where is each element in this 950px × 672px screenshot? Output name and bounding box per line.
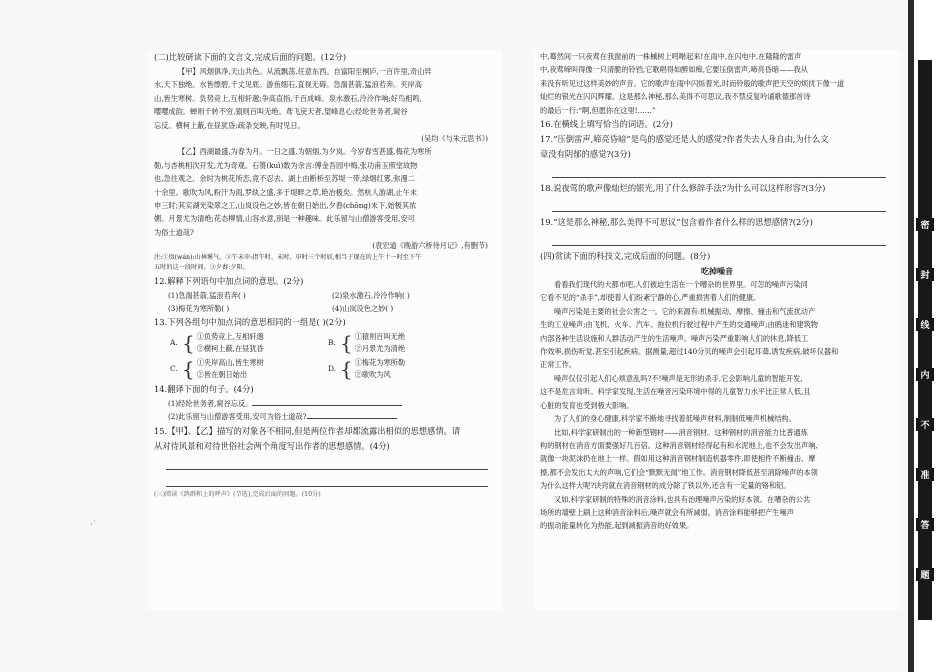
option-line: ②月景尤为清绝	[354, 343, 406, 353]
binding-char: 密	[916, 218, 934, 231]
text-line: 心脏的发育也受到极大影响。	[540, 400, 634, 410]
answer-line[interactable]	[552, 232, 886, 246]
binding-char: 内	[916, 368, 934, 381]
option-line: ①夹岸高山,皆生寒树	[196, 357, 264, 367]
option-letter: C.	[170, 364, 178, 374]
q13-option-c[interactable]	[164, 357, 322, 381]
brace-icon: {	[182, 330, 195, 355]
left-page	[148, 50, 502, 610]
question-15-line: 从对待风景和对待世俗社会两个角度写出作者的思想感情。(4分)	[154, 440, 390, 451]
question-13: 13.下列各组句中加点词的意思相同的一组是( )(2分)	[154, 316, 346, 327]
binding-char: 线	[916, 318, 934, 331]
passage-jia	[154, 65, 496, 145]
section-heading-cut: (三)阅读《鸽群和上的呼声》(节选),完成后面的问题。(10分)	[154, 490, 321, 498]
passage-yi	[154, 145, 496, 252]
section-heading: (四)赏读下面的科技文,完成后面的问题。(8分)	[540, 251, 711, 262]
text-line: 为俗士道哉?	[154, 227, 194, 237]
option-line: ②歌吹为风	[354, 369, 391, 379]
answer-line[interactable]	[166, 473, 488, 487]
option-letter: B.	[328, 338, 336, 348]
answer-blank[interactable]	[252, 397, 402, 406]
text-line: 生的工业噪声;由飞机、火车、汽车、拖拉机行驶过程中产生的交通噪声;由鸥迷和建筑物	[540, 320, 818, 330]
option-line: ①负势竞上,互相轩邈	[196, 331, 264, 341]
binding-char: 题	[916, 568, 934, 581]
option-line: ①梅花为寒所勒	[354, 357, 406, 367]
text-line: 又如,科学家研制的特殊的消音涂料,也具有治理噪声污染的好本领。在嘈杂的公共	[554, 494, 811, 504]
text-line: 【乙】西湖最盛,为春为月。一日之盛,为朝烟,为夕岚。今岁春雪甚盛,梅花为寒所	[178, 147, 432, 157]
text-line: 申三时;其实湖光染翠之工,山岚设色之妙,皆在朝日始出,夕舂(chōng)未下,始极其浓	[154, 201, 417, 211]
brace-icon: {	[182, 356, 195, 381]
section-heading: (二)比较研读下面的文言文,完成后面的问题。(12分)	[154, 52, 347, 62]
binding-char: 答	[916, 518, 934, 531]
binding-char: 不	[916, 418, 934, 431]
option-line: ②横柯上蔽,在昼犹昏	[196, 343, 264, 353]
article-title: 吃掉噪音	[701, 266, 733, 277]
answer-blank[interactable]	[307, 410, 397, 419]
answer-line[interactable]	[552, 164, 886, 178]
text-line: 中,夜莺啼叫得像一只清脆的铃铛,它歌唱得如醉如痴,它要压倒雷声,啼亮昏暗——我从	[540, 65, 808, 75]
source-line: (吴均《与朱元思书》)	[421, 134, 488, 144]
text-line: 这不是危言耸听。科学家发现,生活在噪音污染环境中得的儿童智力水平比正常人低,且	[540, 387, 811, 397]
q13-options-row	[154, 330, 496, 356]
note-line: 注:①岚(wán):山林雾气。②午未申:指午时、未时、申时三个时辰,相当于现在的上午十一时至下午	[154, 253, 422, 261]
text-line: 为了人们的身心健康,科学家不断地寻找着低噪声材料,制制低噪声机械结构。	[554, 414, 796, 424]
question-12: 12.解释下列语句中加点词的意思。(2分)	[154, 275, 304, 286]
text-line: 为什么这样大呢?诀窍就在消音钢材的成分除了铁以外,还含有一定量的铬和铝。	[540, 481, 791, 491]
text-line: 十余里。歌吹为风,粉汗为雨,罗纨之盛,多于堤畔之草,艳冶极矣。然杭人游湖,止午未	[154, 187, 417, 197]
option-line: ②皆在朝日始出	[196, 369, 248, 379]
text-line: 嘤嘤成韵。蝉则千转不穷,猿则百叫无绝。鸢飞戾天者,望峰息心;经纶世务者,窥谷	[154, 107, 408, 117]
text-line: 场所的墙壁上刷上这种消音涂料后,噪声就会有所减弱。消音涂料能够把产生噪声	[540, 507, 794, 517]
right-page	[534, 50, 900, 610]
text-line: 媚。月景尤为清绝;花态柳情,山容水意,别是一种趣味。此乐留与山僧游客受用,安可	[154, 214, 415, 224]
q14-item-1	[154, 397, 496, 410]
binding-edge	[908, 0, 914, 672]
text-line: 山,皆生寒树。负势竞上,互相轩邈;争高直指,千百成峰。泉水激石,泠泠作响;好鸟相鸣,	[154, 93, 422, 103]
q12-item[interactable]: (1)急湍甚箭,猛浪若奔( )	[168, 290, 246, 300]
text-line: 就像一块泥沫扔在地上一样。假如用这种消音钢材制造机器零件,即使相件不断撞击、摩	[540, 454, 816, 464]
text-line: 擦,都不会发出太大的声响,它们会“默默无闻”地工作。消音钢材降低甚至消除噪声的本领	[540, 467, 818, 477]
question-17-line: 17.“压倒雷声,啼亮昏暗”是鸟的感觉还是人的感觉?作者失去人身自由,为什么文	[540, 134, 829, 145]
answer-line[interactable]	[166, 456, 488, 470]
q13-options-row	[154, 356, 496, 382]
q14-sentence: (2)此乐留与山僧游客受用,安可为俗士道哉?	[168, 412, 307, 422]
option-line: ①猿则百叫无绝	[354, 331, 406, 341]
note-line: 五时的这一段时间。③夕舂:夕阳。	[154, 264, 249, 272]
q12-options-row	[154, 289, 496, 302]
text-line: 它看不见的“杀手”,却使着人们纷紊宁静的心,严重损害着人们的健康。	[540, 293, 761, 303]
text-line: 灿烂的银光在闪闪辉耀。这是那么神秘,那么美得不可思议,我不禁反复吟诵歌德那首诗	[540, 92, 811, 102]
question-15-line: 15.【甲】、【乙】描写的对象各不相同,但是两位作者却都流露出相似的思想感情。请	[154, 425, 461, 436]
binding-bar	[918, 60, 932, 620]
text-line: 正常工作。	[540, 360, 576, 370]
q12-item[interactable]: (3)梅花为寒所勒( )	[168, 303, 230, 313]
article-body	[540, 278, 894, 533]
text-line: 作效率,损伤听觉,甚至引起疾病。据测量,超过140分贝的噪声会引起耳聋,诱发疾病,破坏仪器和	[540, 347, 839, 357]
q14-sentence: (1)经纶世务者,窥谷忘反。	[168, 398, 253, 408]
question-19: 19.“这是那么神秘,那么美得不可思议”包含着作者什么样的思想感情?(2分)	[540, 217, 813, 228]
q13-option-a[interactable]	[164, 331, 322, 355]
text-line: 噪声污染是主要的社会公害之一。它的来源有:机械振动、摩擦、撞击和气流扰动产	[554, 306, 816, 316]
q12-item[interactable]: (4)山岚设色之妙( )	[332, 303, 394, 313]
text-line: 看看我们现代的大都市吧,人们被迫生活在一个嘈杂的世界里。可怎的噪声污染同	[554, 280, 808, 290]
binding-strip	[908, 0, 950, 672]
q12-item[interactable]: (2)泉水激石,泠泠作响( )	[332, 290, 410, 300]
text-line: 也,急往观之。余时为桃花所恋,竟不忍去。湖上由断桥至苏堤一带,绿烟红雾,弥漫二	[154, 174, 415, 184]
question-18: 18.说夜莺的歌声像灿烂的银光,用了什么修辞手法?为什么可以这样形容?(3分)	[540, 183, 826, 194]
question-14: 14.翻译下面的句子。(4分)	[154, 383, 254, 394]
text-line: 水,天下独绝。水皆缥碧,千丈见底。游鱼细石,直视无碍。急湍甚箭,猛浪若奔。夹岸高	[154, 80, 422, 90]
scan-speck-icon: ·˙	[90, 520, 97, 529]
source-line: (袁宏道《晚游六桥待月记》,有删节)	[372, 241, 488, 251]
binding-char: 封	[916, 268, 934, 281]
text-line: 忘反。横柯上蔽,在昼犹昏;疏条交映,有时见日。	[154, 120, 305, 130]
brace-icon: {	[340, 356, 353, 381]
question-16: 16.在横线上填写恰当的词语。(2分)	[540, 119, 673, 130]
text-line: 内部各种生活设施和人群活动产生的生活噪声。噪声污染严重影响人们的休息,降低工	[540, 333, 809, 343]
text-line: 勒,与杏桃相次开发,尤为奇观。石篑(kuì)数为余言:傅金吾园中梅,张功甫玉照堂故物	[154, 160, 418, 170]
text-line: 的振动能量转化为热能,起到减振消音的好效果。	[540, 521, 694, 531]
text-line: 中,蓦然间一只夜莺在我窗前的一株槭树上鸣啭起来!在雨中,在闪电中,在隆隆的雷声	[540, 52, 802, 61]
brace-icon: {	[340, 330, 353, 355]
text-line: 比如,科学家研制出的一种新型钢材——消音钢材。这种钢材的消音能力比普通炼	[554, 427, 808, 437]
option-letter: A.	[170, 338, 178, 348]
q14-item-2	[154, 410, 496, 423]
answer-line[interactable]	[552, 198, 886, 212]
question-17-line: 章没有阴郁的感觉?(3分)	[540, 149, 631, 160]
text-line: 构的钢材在消音方面要强好几百倍。这种消音钢材经得起有和水泥地上,也不会发出声响,	[540, 440, 818, 450]
q13-option-d[interactable]	[322, 357, 480, 381]
text-line: 的最后一行:“啊,但愿你在这里!……”	[540, 105, 656, 115]
option-letter: D.	[328, 364, 337, 374]
q12-options-row	[154, 302, 496, 315]
binding-char: 准	[916, 468, 934, 481]
text-line: 噪声仅仅引起人们心烦意乱吗?不!噪声是无形的杀手,它会影响儿童的智能开发,	[554, 373, 803, 383]
text-line: 来没有听见过这样美妙的声音。它的歌声在雨中闪烁着光,时而铃般的歌声把天空的烦扰下像一道	[540, 78, 845, 88]
q13-option-b[interactable]	[322, 331, 480, 355]
text-line: 【甲】风烟俱净,天山共色。从流飘荡,任意东西。自富阳至桐庐,一百许里,奇山异	[178, 67, 432, 76]
